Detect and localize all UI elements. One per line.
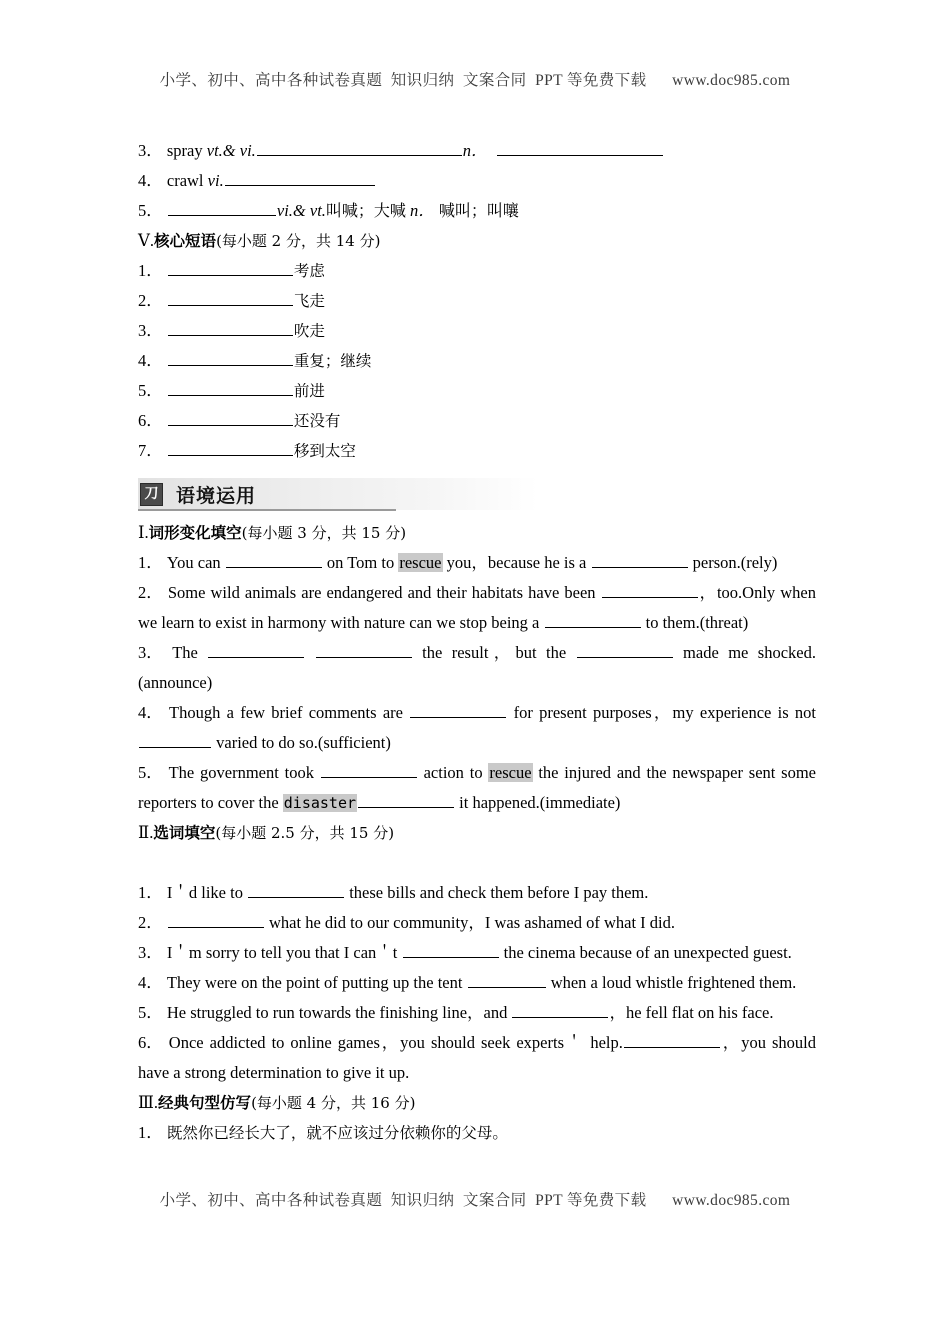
phrase-item-1: [138, 256, 816, 286]
phrase-item-7-meaning: 移到太空: [293, 442, 356, 460]
phrase-item-6-meaning: 还没有: [293, 412, 341, 430]
exercise-1-item-2-blank-1[interactable]: [602, 583, 698, 598]
document-content: [138, 136, 816, 1148]
phrase-item-1-meaning: 考虑: [293, 262, 325, 280]
exercise-2-dot: .: [149, 823, 154, 842]
exercise-1-item-5-highlight-disaster: disaster: [283, 794, 357, 812]
phrase-item-1-number: 1．: [138, 261, 163, 280]
vocab-item-5-pos2: n．: [410, 201, 435, 220]
vocab-item-4-word: crawl: [166, 171, 204, 190]
exercise-1-item-1-text-b: on Tom to: [322, 553, 399, 572]
exercise-1-item-5-blank-2[interactable]: [358, 793, 454, 808]
vocab-item-4-pos1: vi.: [207, 171, 224, 190]
exercise-3-heading: [138, 1088, 816, 1118]
exercise-1-title: 词形变化填空: [148, 524, 242, 542]
exercise-3-score: (每小题 4 分，共 16 分): [251, 1094, 416, 1112]
exercise-2-heading: [138, 818, 816, 848]
exercise-3-dot: .: [153, 1093, 159, 1112]
vocab-item-5-pos1: vi.& vt.: [276, 201, 326, 220]
vocab-item-3-word: spray: [166, 141, 203, 160]
vocab-item-4: [138, 166, 816, 196]
exercise-1-heading: [138, 518, 816, 548]
exercise-1-score: (每小题 3 分，共 15 分): [241, 524, 407, 542]
phrase-item-7: [138, 436, 816, 466]
phrase-item-3-number: 3．: [138, 321, 163, 340]
exercise-1-item-4: [138, 698, 816, 758]
exercise-2-item-2-text-b: what he did to our community，I was ashamed of what I did.: [264, 913, 675, 932]
exercise-2-item-3-text-b: the cinema because of an unexpected guest.: [499, 943, 792, 962]
exercise-2-item-1-number: 1．: [138, 883, 163, 902]
exercise-2-item-3: [138, 938, 816, 968]
exercise-2-item-6-blank[interactable]: [624, 1033, 720, 1048]
exercise-1-item-5-text-d: it happened.(immediate): [455, 793, 621, 812]
vocab-item-3-pos2: n．: [462, 141, 488, 160]
exercise-2-item-3-blank[interactable]: [403, 943, 499, 958]
vocab-item-3-blank-2[interactable]: [497, 141, 663, 156]
vocab-item-3-number: 3．: [138, 141, 163, 160]
exercise-1-item-5: [138, 758, 816, 818]
exercise-2-item-2-number: 2．: [138, 913, 163, 932]
exercise-2-item-3-number: 3．: [138, 943, 163, 962]
exercise-2-item-5-blank[interactable]: [512, 1003, 608, 1018]
vocab-item-5-meaning-2: 喊叫；叫嚷: [438, 201, 519, 220]
exercise-1-item-3-blank-1[interactable]: [208, 643, 304, 658]
exercise-1-item-3-text-d: made me shocked.: [673, 643, 817, 662]
exercise-3-numeral: Ⅲ: [138, 1093, 154, 1112]
exercise-2-item-4-text-a: They were on the point of putting up the tent: [166, 973, 467, 992]
exercise-1-numeral: Ⅰ: [138, 523, 145, 542]
exercise-3-item-1: [138, 1118, 816, 1148]
phrase-item-4: [138, 346, 816, 376]
exercise-3-title: 经典句型仿写: [158, 1094, 252, 1112]
phrase-item-3-meaning: 吹走: [293, 322, 325, 340]
exercise-1-item-5-text-a: The government took: [168, 763, 320, 782]
exercise-1-item-1-number: 1．: [138, 553, 163, 572]
phrase-item-2: [138, 286, 816, 316]
phrases-section-title: 核心短语: [154, 232, 217, 250]
exercise-1-item-1-blank-1[interactable]: [226, 553, 322, 568]
phrases-section-heading: [138, 226, 816, 256]
exercise-1-item-5-number: 5．: [138, 763, 163, 782]
exercise-2-item-2-blank[interactable]: [168, 913, 264, 928]
exercise-3-item-1-number: 1．: [138, 1123, 163, 1142]
vocab-item-3: [138, 136, 816, 166]
exercise-1-item-3-text-a: The: [172, 643, 208, 662]
phrase-item-7-blank[interactable]: [168, 441, 293, 456]
exercise-1-item-1-text-c: you，because he is a: [442, 553, 591, 572]
exercise-1-item-4-text-c: varied to do so.(sufficient): [212, 733, 391, 752]
vocab-item-5: [138, 196, 816, 226]
word-bank-placeholder: [138, 848, 816, 878]
exercise-2-item-1: [138, 878, 816, 908]
exercise-1-item-4-blank-2[interactable]: [139, 733, 211, 748]
exercise-1-item-2: [138, 578, 816, 638]
exercise-2-item-6-text-b: ，you should have a strong determination to give it up.: [138, 1033, 816, 1082]
phrases-section-numeral: Ⅴ: [138, 231, 150, 250]
exercise-2-item-6-number: 6．: [138, 1033, 163, 1052]
phrase-item-1-blank[interactable]: [168, 261, 293, 276]
phrase-item-2-meaning: 飞走: [293, 292, 325, 310]
exercise-2-score: (每小题 2.5 分，共 15 分): [215, 824, 395, 842]
exercise-1-item-5-text-c: the injured and the newspaper sent some reporters to cover the: [138, 763, 817, 812]
phrase-item-5: [138, 376, 816, 406]
exercise-2-item-4-text-b: when a loud whistle frightened them.: [546, 973, 797, 992]
exercise-2-item-2: [138, 908, 816, 938]
exercise-1-item-1: [138, 548, 816, 578]
exercise-2-item-4-blank[interactable]: [468, 973, 546, 988]
exercise-1-item-3-blank-3[interactable]: [577, 643, 673, 658]
exercise-2-item-1-text-b: these bills and check them before I pay them.: [345, 883, 649, 902]
vocab-item-3-pos1: vt.& vi.: [206, 141, 256, 160]
exercise-2-item-3-text-a: I＇m sorry to tell you that I can＇t: [166, 943, 402, 962]
phrase-item-2-blank[interactable]: [168, 291, 293, 306]
phrase-item-4-blank[interactable]: [168, 351, 293, 366]
exercise-1-item-2-blank-2[interactable]: [545, 613, 641, 628]
exercise-1-item-1-text-d: person.(rely): [688, 553, 778, 572]
exercise-1-item-1-text-a: You can: [166, 553, 225, 572]
vocab-item-3-blank-1[interactable]: [257, 141, 462, 156]
exercise-1-item-3: [138, 638, 816, 698]
exercise-2-title: 选词填空: [153, 824, 216, 842]
phrase-item-6: [138, 406, 816, 436]
exercise-2-item-1-text-a: I＇d like to: [166, 883, 248, 902]
section-badge-icon: 刀: [140, 483, 163, 506]
vocab-item-4-number: 4．: [138, 171, 163, 190]
exercise-1-item-3-text-b: [305, 643, 314, 662]
watermark-bottom: 小学、初中、高中各种试卷真题 知识归纳 文案合同 PPT 等免费下载 www.doc985.com: [159, 1192, 791, 1209]
exercise-1-dot: .: [144, 523, 149, 542]
phrase-item-6-blank[interactable]: [168, 411, 293, 426]
exercise-2-item-4-number: 4．: [138, 973, 163, 992]
exercise-1-item-5-blank-1[interactable]: [321, 763, 417, 778]
phrases-section-dot: .: [149, 231, 155, 250]
phrases-section-score: (每小题 2 分，共 14 分): [216, 232, 381, 250]
exercise-1-item-3-blank-2[interactable]: [316, 643, 412, 658]
exercise-2-item-5-text-a: He struggled to run towards the finishing line，and: [166, 1003, 512, 1022]
vocab-item-4-blank-1[interactable]: [225, 171, 375, 186]
exercise-1-item-3-text-e: (announce): [138, 673, 213, 692]
exercise-1-item-1-blank-2[interactable]: [592, 553, 688, 568]
exercise-2-item-6: [138, 1028, 816, 1088]
vocab-item-5-blank-1[interactable]: [168, 201, 276, 216]
vocab-item-5-number: 5．: [138, 201, 163, 220]
phrase-item-7-number: 7．: [138, 441, 163, 460]
exercise-2-item-1-blank[interactable]: [248, 883, 344, 898]
section-banner-rule: [138, 509, 396, 511]
exercise-1-item-5-text-b: action to: [417, 763, 489, 782]
exercise-1-item-4-text-a: Though a few brief comments are: [169, 703, 410, 722]
exercise-1-item-1-highlight: rescue: [399, 553, 442, 572]
watermark-top: 小学、初中、高中各种试卷真题 知识归纳 文案合同 PPT 等免费下载 www.doc985.com: [159, 72, 791, 89]
phrase-item-4-number: 4．: [138, 351, 163, 370]
exercise-2-item-5-number: 5．: [138, 1003, 163, 1022]
exercise-1-item-5-highlight-rescue: rescue: [489, 763, 532, 782]
phrase-item-3-blank[interactable]: [168, 321, 293, 336]
phrase-item-3: [138, 316, 816, 346]
exercise-1-item-4-number: 4．: [138, 703, 163, 722]
phrase-item-5-number: 5．: [138, 381, 163, 400]
exercise-1-item-2-text-a: Some wild animals are endangered and their habitats have been: [167, 583, 601, 602]
section-banner: [138, 478, 538, 512]
exercise-2-item-6-text-a: Once addicted to online games，you should seek experts＇ help.: [168, 1033, 623, 1052]
exercise-2-numeral: Ⅱ: [138, 823, 150, 842]
exercise-2-item-5-text-b: ，he fell flat on his face.: [609, 1003, 774, 1022]
exercise-2-item-4: [138, 968, 816, 998]
phrase-item-6-number: 6．: [138, 411, 163, 430]
phrase-item-4-meaning: 重复；继续: [293, 352, 372, 370]
exercise-2-item-5: [138, 998, 816, 1028]
vocab-item-5-meaning-1: 叫喊；大喊: [325, 201, 406, 220]
exercise-1-item-2-number: 2．: [138, 583, 163, 602]
exercise-1-item-4-blank-1[interactable]: [410, 703, 506, 718]
phrase-item-2-number: 2．: [138, 291, 163, 310]
section-banner-title: 语境运用: [176, 485, 257, 507]
phrase-item-5-blank[interactable]: [168, 381, 293, 396]
exercise-1-item-4-text-b: for present purposes，my experience is not: [507, 703, 817, 722]
exercise-1-item-2-text-c: to them.(threat): [641, 613, 749, 632]
exercise-3-item-1-text: 既然你已经长大了，就不应该过分依赖你的父母。: [166, 1124, 508, 1142]
phrase-item-5-meaning: 前进: [293, 382, 325, 400]
exercise-1-item-3-text-c: the result，but the: [412, 643, 576, 662]
exercise-1-item-2-text-b: ，too.Only when we learn to exist in harmony with nature can we stop being a: [138, 583, 816, 632]
exercise-1-item-3-number: 3．: [138, 643, 163, 662]
